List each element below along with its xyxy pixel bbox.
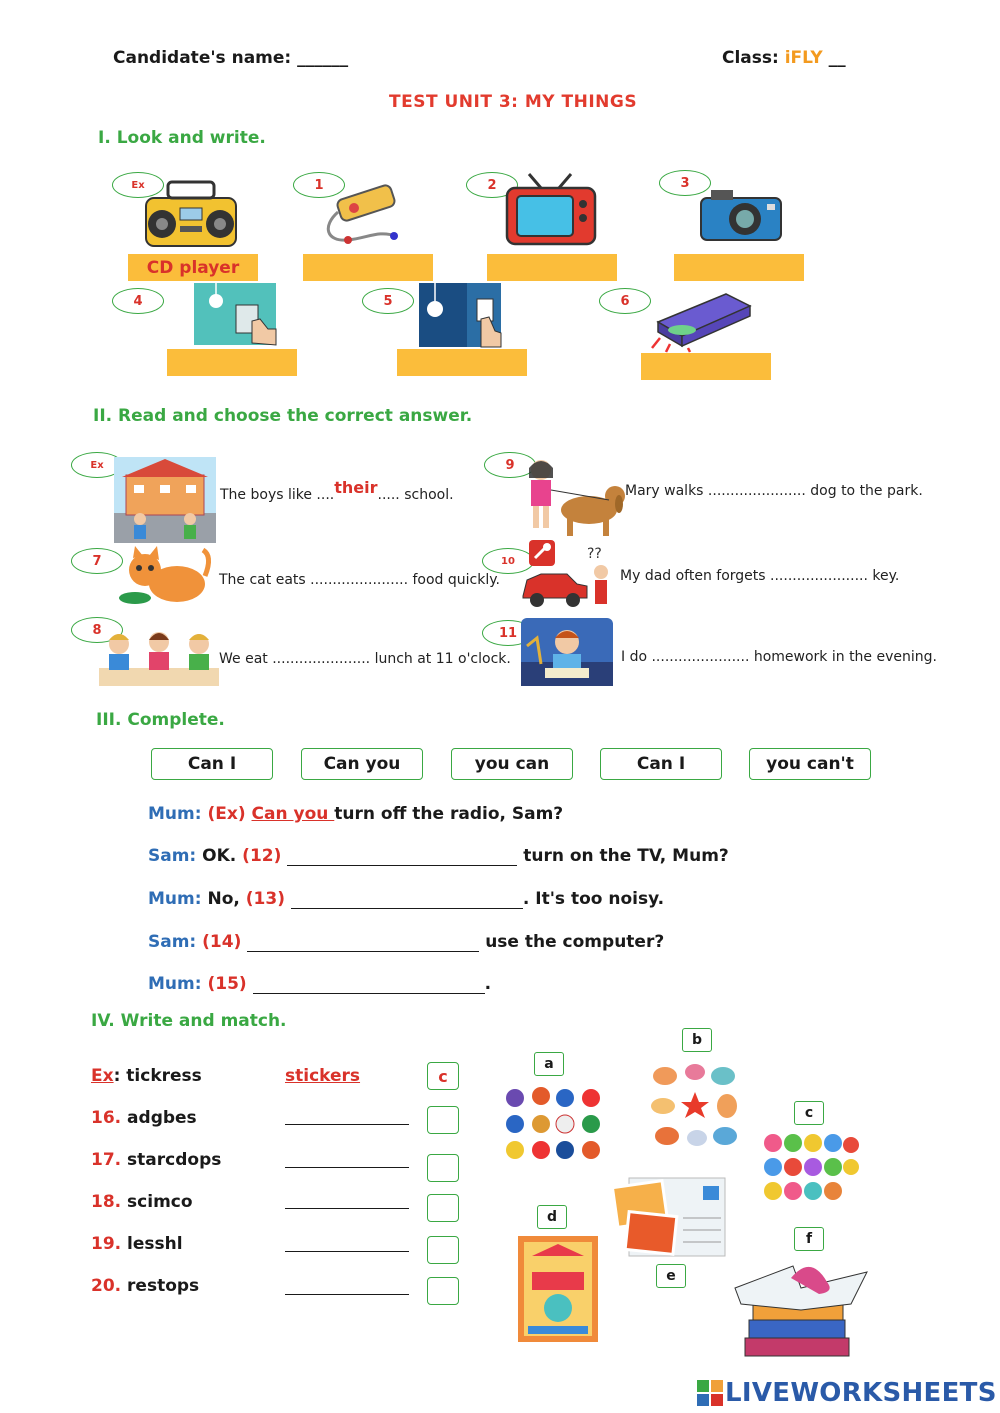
- answer-box-3[interactable]: [674, 254, 804, 281]
- candidate-name-label: Candidate's name:: [113, 48, 292, 68]
- match-answer-19[interactable]: [285, 1251, 409, 1252]
- q-11-number: 11: [482, 620, 534, 646]
- answer-box-2[interactable]: [487, 254, 617, 281]
- badges-picture: [503, 1086, 605, 1162]
- match-box-20[interactable]: [427, 1277, 459, 1305]
- circus-poster-picture: [518, 1236, 598, 1342]
- picture-label-c: c: [794, 1101, 824, 1125]
- brand-name: LIVEWORKSHEETS: [725, 1378, 997, 1408]
- q-ex-number: Ex: [71, 452, 123, 478]
- dvd-player-icon: [652, 292, 752, 352]
- q-8-sentence: We eat ...................... lunch at 11 o'clock.: [219, 651, 511, 667]
- school-picture: [114, 457, 216, 543]
- q-11-blank[interactable]: ......................: [651, 649, 750, 665]
- match-example-row: Ex: tickress: [91, 1066, 202, 1086]
- q-7-number: 7: [71, 548, 123, 574]
- match-answer-17[interactable]: [285, 1167, 409, 1168]
- item-3-number: 3: [659, 170, 711, 196]
- q-10-sentence: My dad often forgets ...................... key.: [620, 568, 900, 584]
- q-9-sentence: Mary walks ...................... dog to the park.: [625, 483, 923, 499]
- item-1-number: 1: [293, 172, 345, 198]
- section-2-heading: II. Read and choose the correct answer.: [93, 406, 473, 426]
- liveworksheets-logo-icon: [697, 1380, 723, 1406]
- match-answer-16[interactable]: [285, 1124, 409, 1125]
- option-can-i[interactable]: Can I: [151, 748, 273, 780]
- match-row-16: 16. adgbes: [91, 1108, 197, 1128]
- q-10-blank[interactable]: ......................: [770, 568, 868, 584]
- camera-icon: [697, 186, 785, 244]
- page-title: TEST UNIT 3: MY THINGS: [389, 92, 638, 112]
- q-9-blank[interactable]: ......................: [707, 483, 806, 499]
- postcards-picture: [613, 1178, 727, 1258]
- q-7-sentence: The cat eats ...................... food quickly.: [219, 572, 500, 588]
- q-ex-sentence: The boys like ....their..... school.: [220, 478, 454, 503]
- picture-label-b: b: [682, 1028, 712, 1052]
- q-9-number: 9: [484, 452, 536, 478]
- girl-walking-dog-picture: [517, 456, 623, 540]
- match-answer-18[interactable]: [285, 1208, 409, 1209]
- option-you-can[interactable]: you can: [451, 748, 573, 780]
- shells-picture: [649, 1062, 743, 1152]
- light-switch-icon: [419, 283, 501, 347]
- svg-text:??: ??: [587, 546, 602, 562]
- candidate-name-row: [113, 48, 348, 68]
- blank-12[interactable]: [287, 847, 517, 866]
- match-box-19[interactable]: [427, 1236, 459, 1264]
- option-can-i-2[interactable]: Can I: [600, 748, 722, 780]
- section-3-heading: III. Complete.: [96, 710, 225, 730]
- option-you-cant[interactable]: you can't: [749, 748, 871, 780]
- q-11-sentence: I do ...................... homework in the evening.: [621, 649, 937, 665]
- section-1-heading: I. Look and write.: [98, 128, 266, 148]
- option-can-you[interactable]: Can you: [301, 748, 423, 780]
- match-row-18: 18. scimco: [91, 1192, 193, 1212]
- class-value: iFLY: [784, 48, 823, 68]
- dialogue-line-14: Sam: (14) use the computer?: [148, 932, 665, 952]
- match-row-19: 19. lesshl: [91, 1234, 183, 1254]
- match-box-17[interactable]: [427, 1154, 459, 1182]
- class-row: [722, 48, 846, 68]
- dialogue-line-13: Mum: No, (13) . It's too noisy.: [148, 889, 665, 909]
- class-blank[interactable]: __: [828, 48, 846, 68]
- item-4-number: 4: [112, 288, 164, 314]
- light-switch-icon: [194, 283, 276, 345]
- q-7-blank[interactable]: ......................: [310, 572, 409, 588]
- answer-box-4[interactable]: [167, 349, 297, 376]
- mp3-player-icon: [318, 186, 400, 248]
- answer-box-ex: CD player: [128, 254, 258, 281]
- candidate-name-blank[interactable]: ______: [297, 48, 349, 68]
- answer-box-6[interactable]: [641, 353, 771, 380]
- picture-label-f: f: [794, 1227, 824, 1251]
- children-lunch-picture: [99, 626, 219, 686]
- item-6-number: 6: [599, 288, 651, 314]
- answer-box-5[interactable]: [397, 349, 527, 376]
- item-ex-number: Ex: [112, 172, 164, 198]
- stickers-picture: [763, 1133, 859, 1201]
- answer-box-1[interactable]: [303, 254, 433, 281]
- q-8-blank[interactable]: ......................: [272, 651, 371, 667]
- match-example-answer: stickers: [285, 1066, 361, 1086]
- dialogue-line-12: Sam: OK. (12) turn on the TV, Mum?: [148, 846, 729, 866]
- item-2-number: 2: [466, 172, 518, 198]
- books-picture: [731, 1258, 871, 1364]
- match-example-box: c: [427, 1062, 459, 1090]
- item-5-number: 5: [362, 288, 414, 314]
- section-4-heading: IV. Write and match.: [91, 1011, 287, 1031]
- picture-label-a: a: [534, 1052, 564, 1076]
- match-row-20: 20. restops: [91, 1276, 200, 1296]
- cat-eating-picture: [117, 546, 209, 608]
- picture-label-e: e: [656, 1264, 686, 1288]
- class-label: Class:: [722, 48, 779, 68]
- brand-footer: [697, 1378, 997, 1408]
- dialogue-line-15: Mum: (15) .: [148, 974, 492, 994]
- q-ex-answer: their: [334, 478, 378, 497]
- dialogue-ex-answer: Can you: [251, 804, 335, 824]
- q-10-number: 10: [482, 548, 534, 574]
- blank-15[interactable]: [253, 975, 485, 994]
- match-answer-20[interactable]: [285, 1294, 409, 1295]
- match-box-16[interactable]: [427, 1106, 459, 1134]
- picture-label-d: d: [537, 1205, 567, 1229]
- dialogue-line-ex: Mum: (Ex) Can you turn off the radio, Sam?: [148, 804, 564, 824]
- dad-forgets-key-picture: [521, 540, 613, 610]
- blank-13[interactable]: [291, 890, 523, 909]
- match-box-18[interactable]: [427, 1194, 459, 1222]
- blank-14[interactable]: [247, 933, 479, 952]
- cd-player-icon: [138, 178, 243, 250]
- q-8-number: 8: [71, 617, 123, 643]
- boy-homework-picture: [521, 618, 613, 686]
- match-row-17: 17. starcdops: [91, 1150, 222, 1170]
- television-icon: [503, 172, 599, 250]
